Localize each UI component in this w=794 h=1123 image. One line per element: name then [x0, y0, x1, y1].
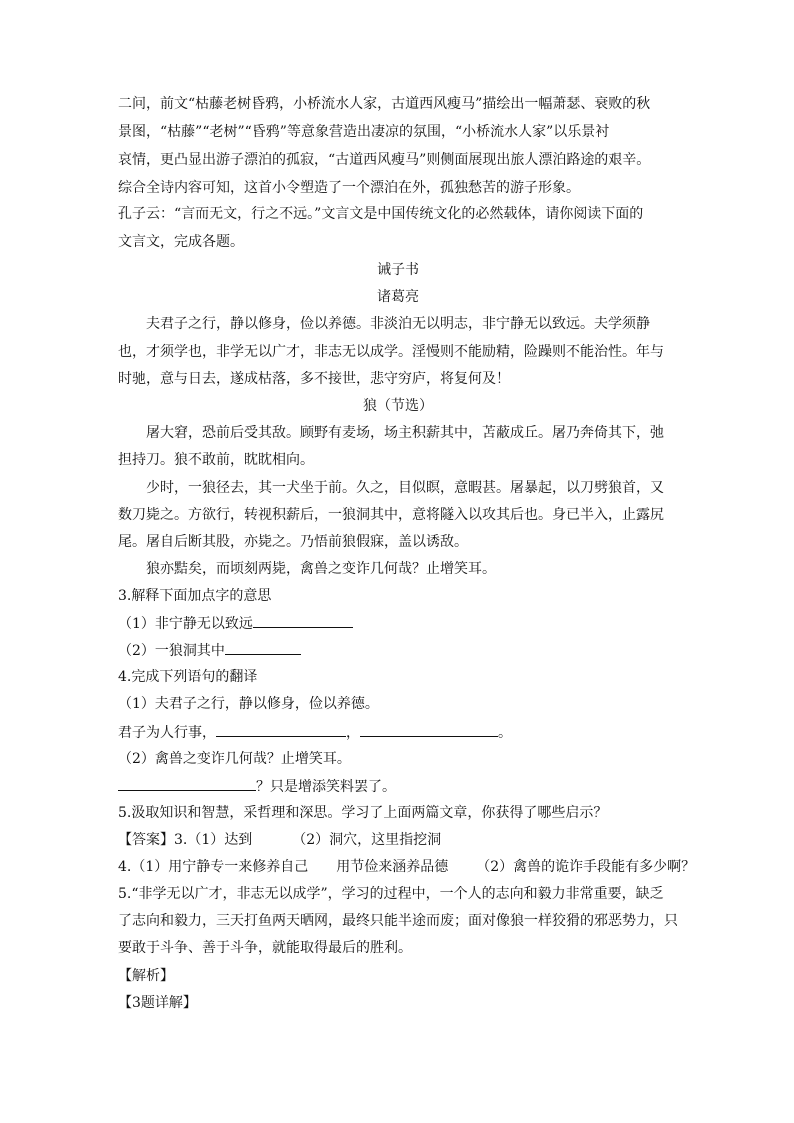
q4-1-end: 。: [498, 725, 512, 741]
answer-line-4: [118, 857, 696, 877]
question-3-2: [118, 640, 678, 660]
intro-line-2: 景图，“枯藤”“老树”“昏鸦”等意象营造出凄凉的氛围，“小桥流水人家”以乐景衬: [118, 124, 610, 140]
answer-blank: [118, 776, 256, 791]
intro-line-1: 二问，前文“枯藤老树昏鸦，小桥流水人家，古道西风瘦马”描绘出一幅萧瑟、衰败的秋: [118, 96, 651, 112]
passage1-line-2: 也，才须学也，非学无以广才，非志无以成学。淫慢则不能励精，险躁则不能治性。年与: [118, 344, 664, 360]
answer-5-line-3: 要敢于斗争、善于斗争，就能取得最后的胜利。: [118, 940, 412, 956]
answer-blank: [225, 640, 301, 655]
question-3-2-text: （2）一狼洞其中: [118, 643, 225, 659]
answer-3-1: 3.（1）达到: [174, 832, 253, 848]
passage2-title: 狼（节选）: [363, 398, 433, 414]
passage2-line-4: 数刀毙之。方欲行，转视积薪后，一狼洞其中，意将隧入以攻其后也。身已半入，止露尻: [118, 507, 664, 523]
question-4-1: （1）夫君子之行，静以修身，俭以养德。: [118, 696, 379, 712]
question-3-1-text: （1）非宁静无以致远: [118, 616, 253, 632]
q4-1-mid: ，: [346, 725, 360, 741]
question-5: 5.汲取知识和智慧，采哲理和深思。学习了上面两篇文章，你获得了哪些启示？: [118, 805, 608, 821]
question-3-1: [118, 613, 678, 633]
passage1-author: 诸葛亮: [377, 289, 419, 305]
passage1-line-3: 时驰，意与日去，遂成枯落，多不接世，悲守穷庐，将复何及！: [118, 371, 510, 387]
answer-5-line-1: 5.“非学无以广才，非志无以成学”，学习的过程中，一个人的志向和毅力非常重要，缺乏: [118, 886, 664, 902]
intro-line-5: 孔子云：“言而无文，行之不远。”文言文是中国传统文化的必然载体，请你阅读下面的: [118, 206, 644, 222]
answer-4-1a: 4.（1）用宁静专一来修养自己: [118, 859, 309, 875]
question-4-2-answer: [118, 776, 678, 796]
answer-3-2: （2）洞穴，这里指挖洞: [292, 832, 442, 848]
intro-line-6: 文言文，完成各题。: [118, 234, 244, 250]
passage2-line-5: 尾。屠自后断其股，亦毙之。乃悟前狼假寐，盖以诱敌。: [118, 534, 468, 550]
passage2-line-3: 少时，一狼径去，其一犬坐于前。久之，目似瞑，意暇甚。屠暴起，以刀劈狼首，又: [146, 480, 664, 496]
analysis-heading: 【解析】: [118, 968, 174, 984]
answer-4-2: （2）禽兽的诡诈手段能有多少啊？: [476, 859, 696, 875]
answer-4-1b: 用节俭来涵养品德: [336, 859, 449, 875]
passage2-line-2: 担持刀。狼不敢前，眈眈相向。: [118, 452, 314, 468]
answer-5-line-2: 了志向和毅力，三天打鱼两天晒网，最终只能半途而废；面对像狼一样狡猾的邪恶势力，只: [118, 913, 678, 929]
question-4-2: （2）禽兽之变诈几何哉？止增笑耳。: [118, 751, 351, 767]
answer-label: 【答案】: [118, 832, 174, 848]
q4-2-end: ？只是增添笑料罢了。: [256, 779, 396, 795]
intro-line-3: 哀情，更凸显出游子漂泊的孤寂，“古道西风瘦马”则侧面展现出旅人漂泊路途的艰辛。: [118, 152, 651, 168]
question-3: 3.解释下面加点字的意思: [118, 588, 272, 604]
passage1-line-1: 夫君子之行，静以修身，俭以养德。非淡泊无以明志，非宁静无以致远。夫学须静: [146, 316, 650, 332]
passage2-line-1: 屠大窘，恐前后受其敌。顾野有麦场，场主积薪其中，苫蔽成丘。屠乃奔倚其下，弛: [146, 425, 664, 441]
passage2-line-6: 狼亦黠矣，而顷刻两毙，禽兽之变诈几何哉？止增笑耳。: [146, 561, 496, 577]
intro-line-4: 综合全诗内容可知，这首小令塑造了一个漂泊在外，孤独愁苦的游子形象。: [118, 180, 580, 196]
question-4-1-answer: [118, 722, 678, 742]
q4-1-prefix: 君子为人行事，: [118, 725, 216, 741]
answer-line-3: [118, 830, 678, 850]
answer-blank: [216, 722, 346, 737]
detail-heading: 【3题详解】: [118, 995, 197, 1011]
answer-blank: [360, 722, 498, 737]
question-4: 4.完成下列语句的翻译: [118, 669, 258, 685]
passage1-title: 诫子书: [377, 262, 419, 278]
answer-blank: [253, 613, 353, 628]
